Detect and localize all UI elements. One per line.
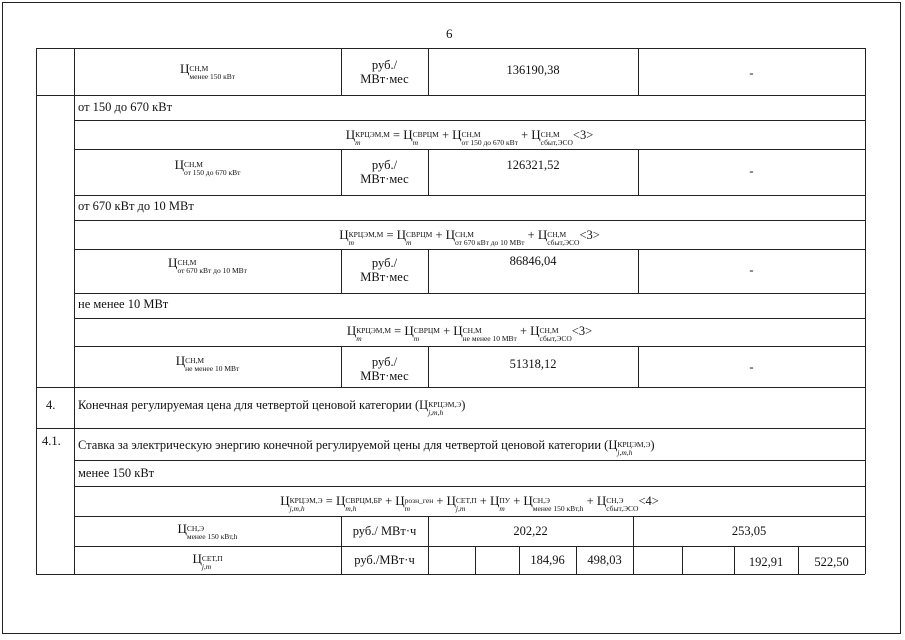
- range-heading: менее 150 кВт: [78, 466, 155, 480]
- value-cell: 253,05: [731, 524, 767, 538]
- dash-cell: -: [749, 66, 754, 80]
- rate-name-less-150: Ц СН,М менее 150 кВт: [179, 61, 236, 81]
- rate-name-670-10: Ц СН,М от 670 кВт до 10 МВт: [168, 255, 247, 275]
- dash-cell: -: [749, 263, 754, 277]
- formula: Ц КРЦЭМ,Э j,m,h = Ц СВРЦМ,БР m,h + Ц розн_ген m + Ц СЕТ,П j,m + Ц ПУ m + Ц СН,Э менее 150 кВт,h + Ц СН,Э сбыт,ЭСО <4>: [280, 493, 659, 513]
- value-cell: 522,50: [814, 555, 849, 569]
- value-cell: 192,91: [748, 555, 784, 569]
- dash-cell: -: [749, 360, 754, 374]
- formula: Ц КРЦЭМ,М m = Ц СВРЦМ m + Ц СН,М не менее 10 МВт + Ц СН,М сбыт,ЭСО <3>: [346, 323, 593, 343]
- formula: Ц КРЦЭМ,М m = Ц СВРЦМ m + Ц СН,М от 150 до 670 кВт + Ц СН,М сбыт,ЭСО <3>: [345, 127, 594, 147]
- section-number: 4.: [46, 398, 56, 412]
- unit-cell: руб./ МВт·мес: [360, 355, 409, 383]
- value-cell: 136190,38: [506, 63, 560, 77]
- section-number: 4.1.: [42, 434, 61, 448]
- rate-name-150-670: Ц СН,М от 150 до 670 кВт: [174, 157, 241, 177]
- value-cell: 86846,04: [509, 254, 557, 268]
- range-heading: от 670 кВт до 10 МВт: [78, 199, 194, 213]
- unit-cell: руб./МВт·ч: [354, 553, 415, 567]
- unit-cell: руб./ МВт·ч: [352, 524, 417, 538]
- range-heading: не менее 10 МВт: [78, 297, 169, 311]
- rate-name-setp: Ц СЕТ,П j,m: [192, 551, 223, 571]
- range-heading: от 150 до 670 кВт: [78, 100, 173, 114]
- rate-name-cne: Ц СН,Э менее 150 кВт,h: [177, 521, 238, 541]
- value-cell: 498,03: [587, 553, 622, 567]
- value-cell: 51318,12: [509, 357, 557, 371]
- unit-cell: руб./ МВт·мес: [360, 58, 409, 86]
- section-title: Конечная регулируемая цена для четвертой ценовой категории (Ц КРЦЭМ,Э j,m,h): [78, 398, 466, 417]
- section-title: Ставка за электрическую энергию конечной регулируемой цены для четвертой ценовой категории (Ц КРЦЭМ,Э j,m,h): [78, 438, 655, 457]
- unit-cell: руб./ МВт·мес: [360, 256, 409, 284]
- dash-cell: -: [749, 164, 754, 178]
- unit-cell: руб./ МВт·мес: [360, 158, 409, 186]
- formula: Ц КРЦЭМ,М m = Ц СВРЦМ m + Ц СН,М от 670 кВт до 10 МВт + Ц СН,М сбыт,ЭСО <3>: [339, 227, 600, 247]
- value-cell: 126321,52: [506, 158, 560, 172]
- value-cell: 202,22: [513, 524, 548, 538]
- page-number: 6: [446, 26, 453, 41]
- value-cell: 184,96: [530, 553, 565, 567]
- rate-name-over-10: Ц СН,М не менее 10 МВт: [175, 353, 240, 373]
